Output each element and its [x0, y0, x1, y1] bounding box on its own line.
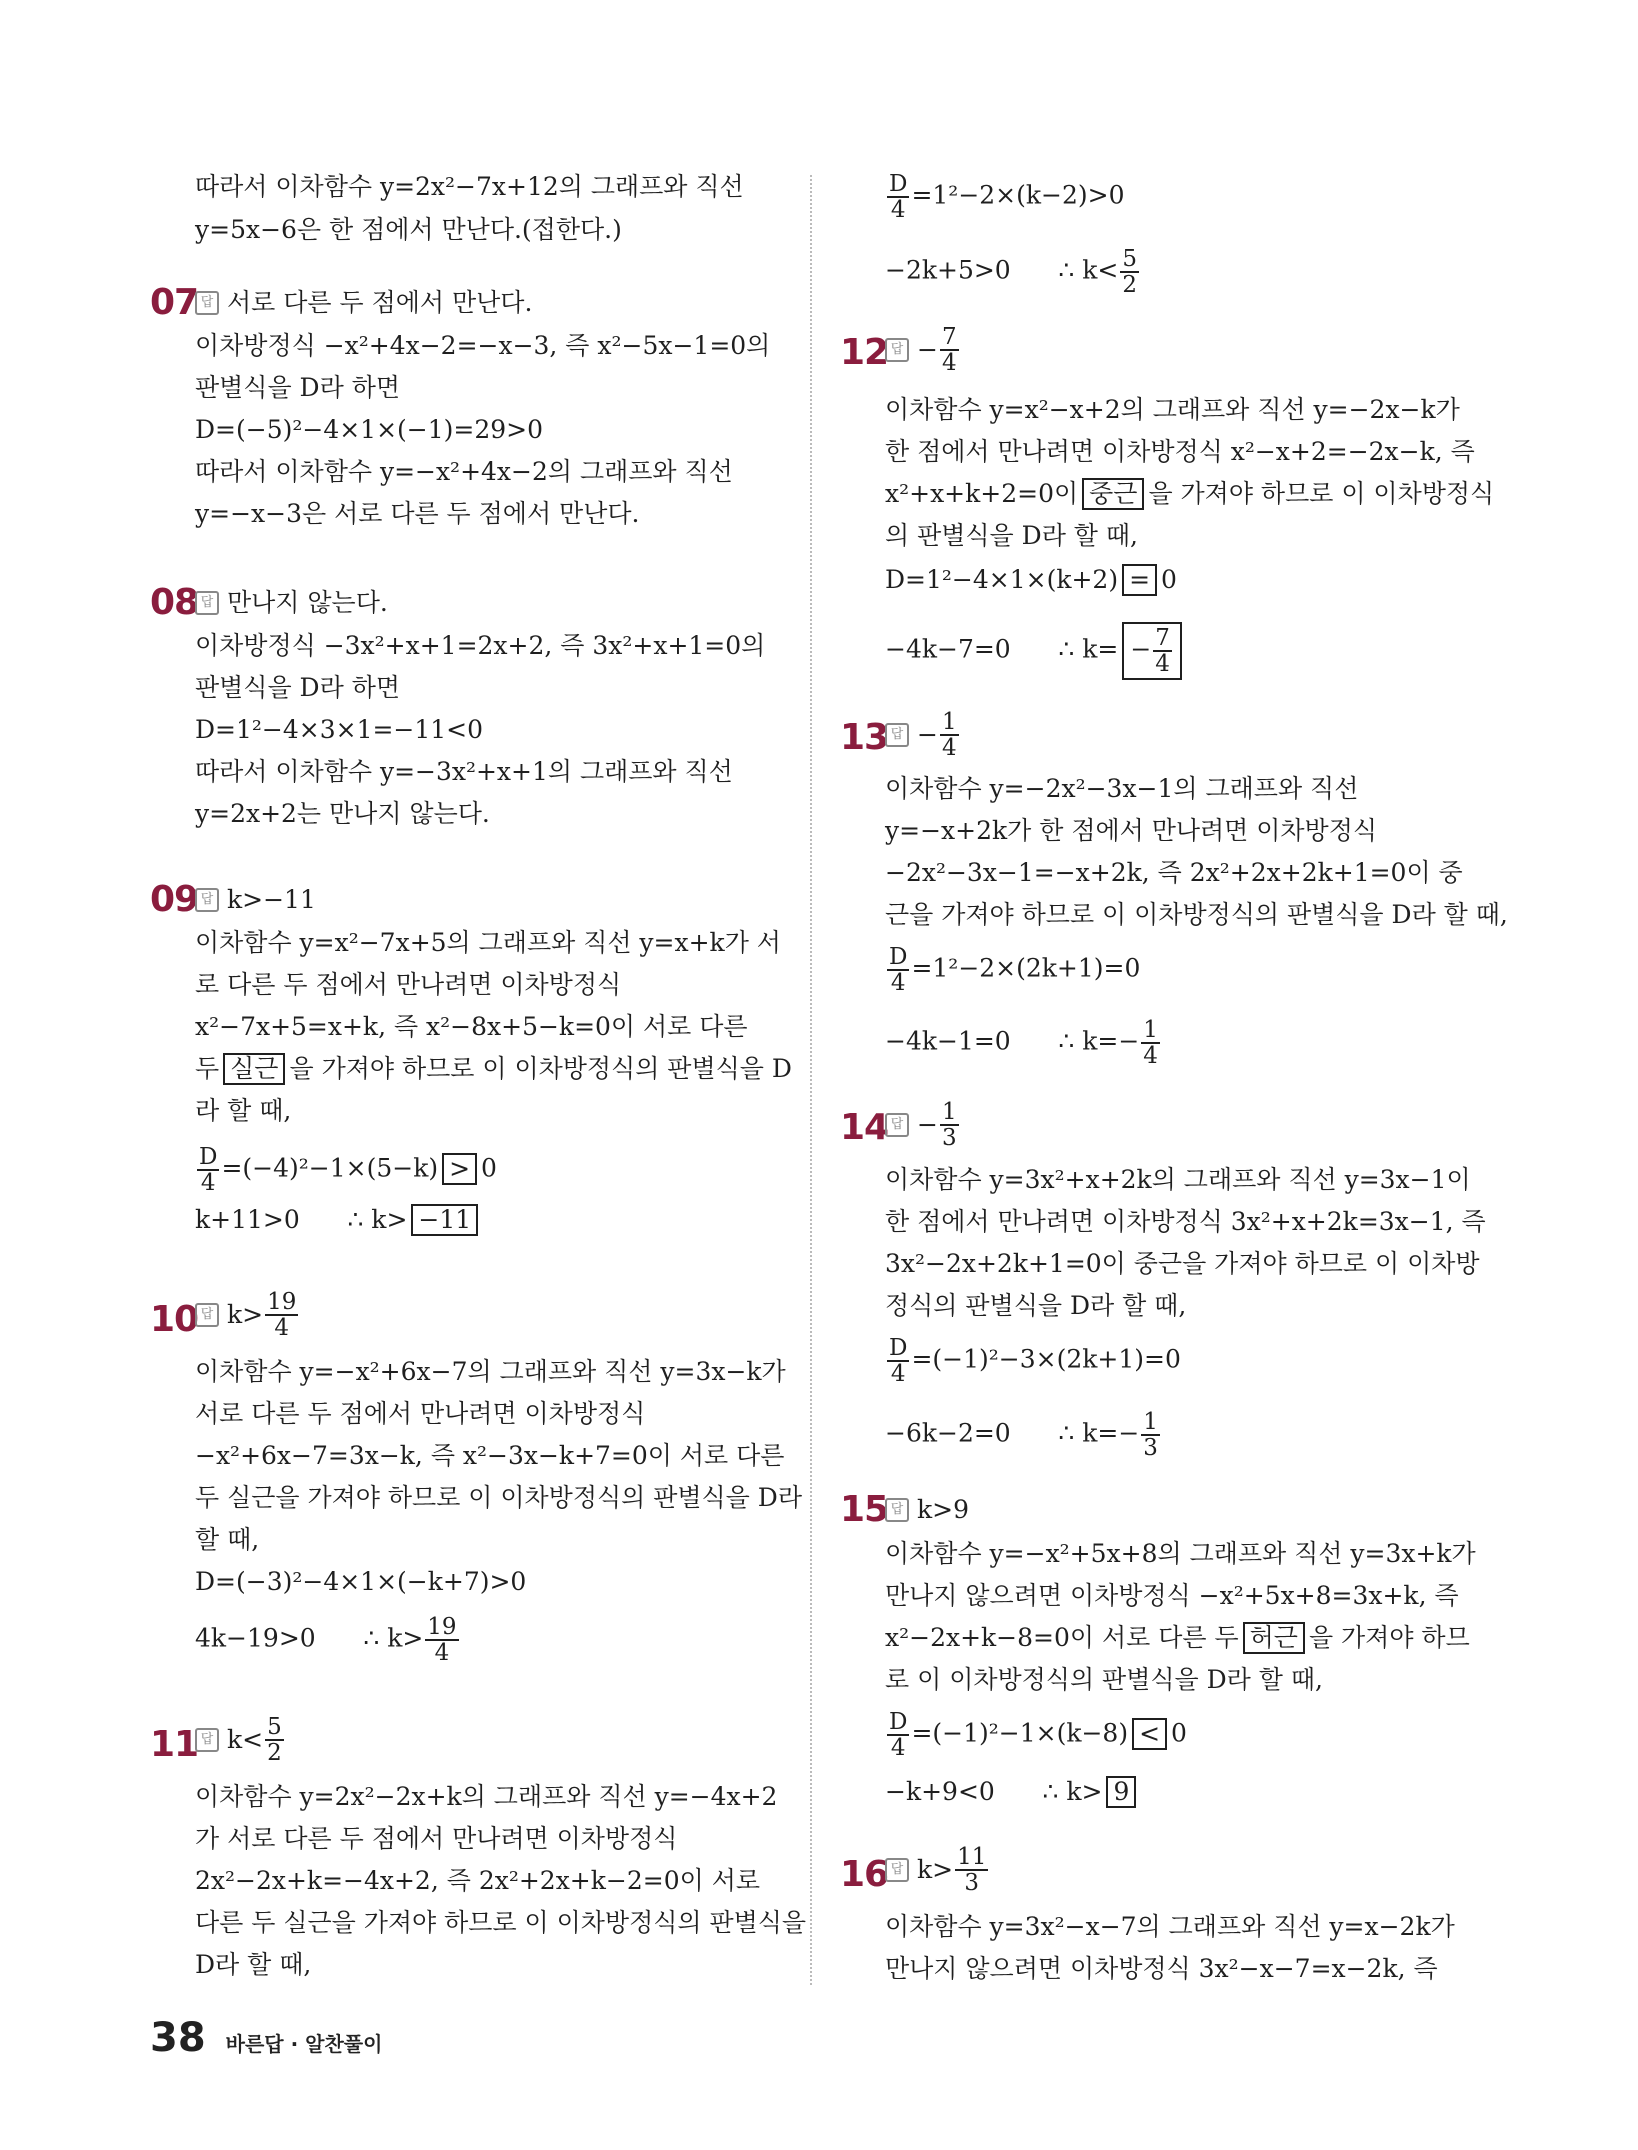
- solution-line: x²−7x+5=x+k, 즉 x²−8x+5−k=0이 서로 다른: [195, 1012, 748, 1041]
- equation-line: $\frac{D}{4}$ =1²−2×(2k+1)=0: [889, 944, 1141, 996]
- fraction: $\frac{5}{2}$: [1122, 246, 1137, 298]
- problem-number: 14: [840, 1107, 889, 1148]
- solution-line: 할 때,: [195, 1525, 260, 1554]
- problem-number: 10: [150, 1299, 199, 1340]
- solution-line: 3x²−2x+2k+1=0이 중근을 가져야 하므로 이 이차방: [885, 1249, 1480, 1278]
- blank-box: − $\frac{7}{4}$: [1122, 622, 1182, 680]
- answer-text: 서로 다른 두 점에서 만난다.: [227, 288, 533, 317]
- answer-text: k>−11: [227, 885, 316, 914]
- blank-box: 중근: [1082, 478, 1144, 510]
- solution-line: 이차함수 y=x²−x+2의 그래프와 직선 y=−2x−k가: [885, 395, 1460, 424]
- equation-line: $\frac{D}{4}$ =1²−2×(k−2)>0: [889, 171, 1125, 223]
- problem-number: 11: [150, 1724, 199, 1765]
- answer-tag-icon: 답: [195, 1303, 219, 1327]
- answer-line: 답 − $\frac{1}{3}$: [885, 1100, 961, 1150]
- answer-line: [195, 880, 316, 920]
- equation-line: $\frac{D}{4}$ =(−1)²−3×(2k+1)=0: [889, 1335, 1181, 1387]
- solution-line: 서로 다른 두 점에서 만나려면 이차방정식: [195, 1399, 646, 1428]
- problem-number: 12: [840, 332, 889, 373]
- answer-line: [885, 1490, 969, 1530]
- answer-tag-icon: 답: [195, 591, 219, 615]
- result-line: −4k−1=0 ∴ k=− $\frac{1}{4}$: [885, 1017, 1158, 1069]
- answer-line: 답 − $\frac{1}{4}$: [885, 710, 961, 760]
- solution-line: 두 실근을 가져야 하므로 이 이차방정식의 판별식을 D라: [195, 1483, 802, 1512]
- solution-line: y=−x+2k가 한 점에서 만나려면 이차방정식: [885, 816, 1378, 845]
- blank-box: 9: [1106, 1776, 1136, 1808]
- result-line: −k+9<0 ∴ k> 9: [885, 1775, 1140, 1809]
- solution-line: 이차함수 y=2x²−2x+k의 그래프와 직선 y=−4x+2: [195, 1782, 778, 1811]
- answer-line: [195, 283, 532, 323]
- result-line: −6k−2=0 ∴ k=− $\frac{1}{3}$: [885, 1409, 1158, 1461]
- fraction: $\frac{5}{2}$: [267, 1714, 282, 1766]
- solution-line: 이차함수 y=−2x²−3x−1의 그래프와 직선: [885, 774, 1359, 803]
- result-line: k+11>0 ∴ k> −11: [195, 1203, 482, 1237]
- column-divider: [810, 175, 812, 1985]
- solution-line: 이차함수 y=−x²+6x−7의 그래프와 직선 y=3x−k가: [195, 1357, 786, 1386]
- problem-number: 09: [150, 879, 199, 920]
- fraction: $\frac{11}{3}$: [957, 1844, 987, 1896]
- answer-tag-icon: 답: [885, 1498, 909, 1522]
- solution-line: −x²+6x−7=3x−k, 즉 x²−3x−k+7=0이 서로 다른: [195, 1441, 785, 1470]
- solution-line: 따라서 이차함수 y=−x²+4x−2의 그래프와 직선: [195, 457, 733, 486]
- problem-number: 07: [150, 282, 199, 323]
- solution-line: 만나지 않으려면 이차방정식 −x²+5x+8=3x+k, 즉: [885, 1581, 1459, 1610]
- solution-line: 2x²−2x+k=−4x+2, 즉 2x²+2x+k−2=0이 서로: [195, 1866, 760, 1895]
- blank-box: >: [442, 1153, 477, 1185]
- solution-line: D=1²−4×3×1=−11<0: [195, 715, 484, 744]
- fraction: $\frac{1}{3}$: [941, 1099, 957, 1151]
- intro-line: 따라서 이차함수 y=2x²−7x+12의 그래프와 직선: [195, 172, 744, 201]
- answer-tag-icon: 답: [885, 1113, 909, 1137]
- answer-tag-icon: 답: [885, 338, 909, 362]
- fraction: $\frac{D}{4}$: [889, 944, 908, 996]
- solution-line: 한 점에서 만나려면 이차방정식 3x²+x+2k=3x−1, 즉: [885, 1207, 1486, 1236]
- solution-line: 의 판별식을 D라 할 때,: [885, 521, 1138, 550]
- fraction: $\frac{19}{4}$: [267, 1289, 297, 1341]
- solution-line: x²+x+k+2=0이 중근 을 가져야 하므로 이 이차방정식: [885, 479, 1495, 508]
- fraction: $\frac{1}{4}$: [941, 709, 957, 761]
- solution-line: 근을 가져야 하므로 이 이차방정식의 판별식을 D라 할 때,: [885, 900, 1508, 929]
- answer-tag-icon: 답: [195, 291, 219, 315]
- blank-box: =: [1122, 564, 1157, 596]
- answer-line: 답 k< $\frac{5}{2}$: [195, 1715, 286, 1765]
- solution-line: y=2x+2는 만나지 않는다.: [195, 799, 490, 828]
- solution-line: 라 할 때,: [195, 1096, 292, 1125]
- solution-line: 로 다른 두 점에서 만나려면 이차방정식: [195, 970, 622, 999]
- solution-line: 이차방정식 −3x²+x+1=2x+2, 즉 3x²+x+1=0의: [195, 631, 766, 660]
- answer-tag-icon: 답: [195, 1728, 219, 1752]
- solution-line: 이차함수 y=−x²+5x+8의 그래프와 직선 y=3x+k가: [885, 1539, 1476, 1568]
- solution-line: 이차방정식 −x²+4x−2=−x−3, 즉 x²−5x−1=0의: [195, 331, 771, 360]
- fraction: $\frac{1}{3}$: [1143, 1409, 1158, 1461]
- result-line: 4k−19>0 ∴ k> $\frac{19}{4}$: [195, 1614, 457, 1666]
- solution-line: D=(−3)²−4×1×(−k+7)>0: [195, 1567, 527, 1596]
- solution-line: y=−x−3은 서로 다른 두 점에서 만난다.: [195, 499, 640, 528]
- solution-line: 가 서로 다른 두 점에서 만나려면 이차방정식: [195, 1824, 678, 1853]
- solution-line: 이차함수 y=3x²+x+2k의 그래프와 직선 y=3x−1이: [885, 1165, 1471, 1194]
- result-line: −2k+5>0 ∴ k< $\frac{5}{2}$: [885, 246, 1137, 298]
- fraction: $\frac{7}{4}$: [941, 324, 957, 376]
- problem-number: 13: [840, 717, 889, 758]
- blank-box: 허근: [1243, 1622, 1305, 1654]
- answer-tag-icon: 답: [885, 1858, 909, 1882]
- problem-number: 08: [150, 582, 199, 623]
- solution-line: 이차함수 y=3x²−x−7의 그래프와 직선 y=x−2k가: [885, 1912, 1455, 1941]
- equation-line: D=1²−4×1×(k+2) = 0: [885, 565, 1177, 594]
- fraction: $\frac{7}{4}$: [1155, 625, 1170, 677]
- solution-line: 정식의 판별식을 D라 할 때,: [885, 1291, 1187, 1320]
- solution-line: 따라서 이차함수 y=−3x²+x+1의 그래프와 직선: [195, 757, 733, 786]
- solution-line: 로 이 이차방정식의 판별식을 D라 할 때,: [885, 1665, 1323, 1694]
- solution-line: 판별식을 D라 하면: [195, 373, 400, 402]
- equation-line: $\frac{D}{4}$ =(−4)²−1×(5−k) > 0: [199, 1144, 497, 1196]
- page-footer: [150, 2015, 382, 2061]
- solution-line: 다른 두 실근을 가져야 하므로 이 이차방정식의 판별식을: [195, 1908, 807, 1937]
- fraction: $\frac{D}{4}$: [199, 1144, 218, 1196]
- answer-text: k>9: [917, 1495, 970, 1524]
- answer-line: 답 k> $\frac{19}{4}$: [195, 1290, 300, 1340]
- solution-line: 한 점에서 만나려면 이차방정식 x²−x+2=−2x−k, 즉: [885, 437, 1475, 466]
- answer-tag-icon: 답: [195, 888, 219, 912]
- blank-box: 실근: [223, 1053, 285, 1085]
- answer-text: 만나지 않는다.: [227, 588, 388, 617]
- solution-line: −2x²−3x−1=−x+2k, 즉 2x²+2x+2k+1=0이 중: [885, 858, 1463, 887]
- page-number: 38: [150, 2015, 206, 2061]
- solution-line: 판별식을 D라 하면: [195, 673, 400, 702]
- answer-line: 답 − $\frac{7}{4}$: [885, 325, 961, 375]
- blank-box: −11: [411, 1204, 478, 1236]
- problem-number: 15: [840, 1489, 889, 1530]
- solution-line: 두 실근 을 가져야 하므로 이 이차방정식의 판별식을 D: [195, 1054, 792, 1083]
- fraction: $\frac{1}{4}$: [1143, 1017, 1158, 1069]
- answer-line: [195, 583, 388, 623]
- solution-line: x²−2x+k−8=0이 서로 다른 두 허근 을 가져야 하므: [885, 1623, 1470, 1652]
- footer-label: 바른답 · 알찬풀이: [225, 2032, 383, 2056]
- problem-number: 16: [840, 1854, 889, 1895]
- result-line: −4k−7=0 ∴ k= − $\frac{7}{4}$: [885, 622, 1186, 680]
- fraction: $\frac{19}{4}$: [427, 1614, 457, 1666]
- solution-line: D=(−5)²−4×1×(−1)=29>0: [195, 415, 543, 444]
- intro-line: y=5x−6은 한 점에서 만난다.(접한다.): [195, 215, 622, 244]
- solution-line: 만나지 않으려면 이차방정식 3x²−x−7=x−2k, 즉: [885, 1954, 1438, 1983]
- fraction: $\frac{D}{4}$: [889, 171, 908, 223]
- fraction: $\frac{D}{4}$: [889, 1709, 908, 1761]
- fraction: $\frac{D}{4}$: [889, 1335, 908, 1387]
- equation-line: $\frac{D}{4}$ =(−1)²−1×(k−8) < 0: [889, 1709, 1187, 1761]
- solution-line: D라 할 때,: [195, 1950, 312, 1979]
- answer-line: 답 k> $\frac{11}{3}$: [885, 1845, 990, 1895]
- solution-line: 이차함수 y=x²−7x+5의 그래프와 직선 y=x+k가 서: [195, 928, 781, 957]
- blank-box: <: [1132, 1718, 1167, 1750]
- answer-tag-icon: 답: [885, 723, 909, 747]
